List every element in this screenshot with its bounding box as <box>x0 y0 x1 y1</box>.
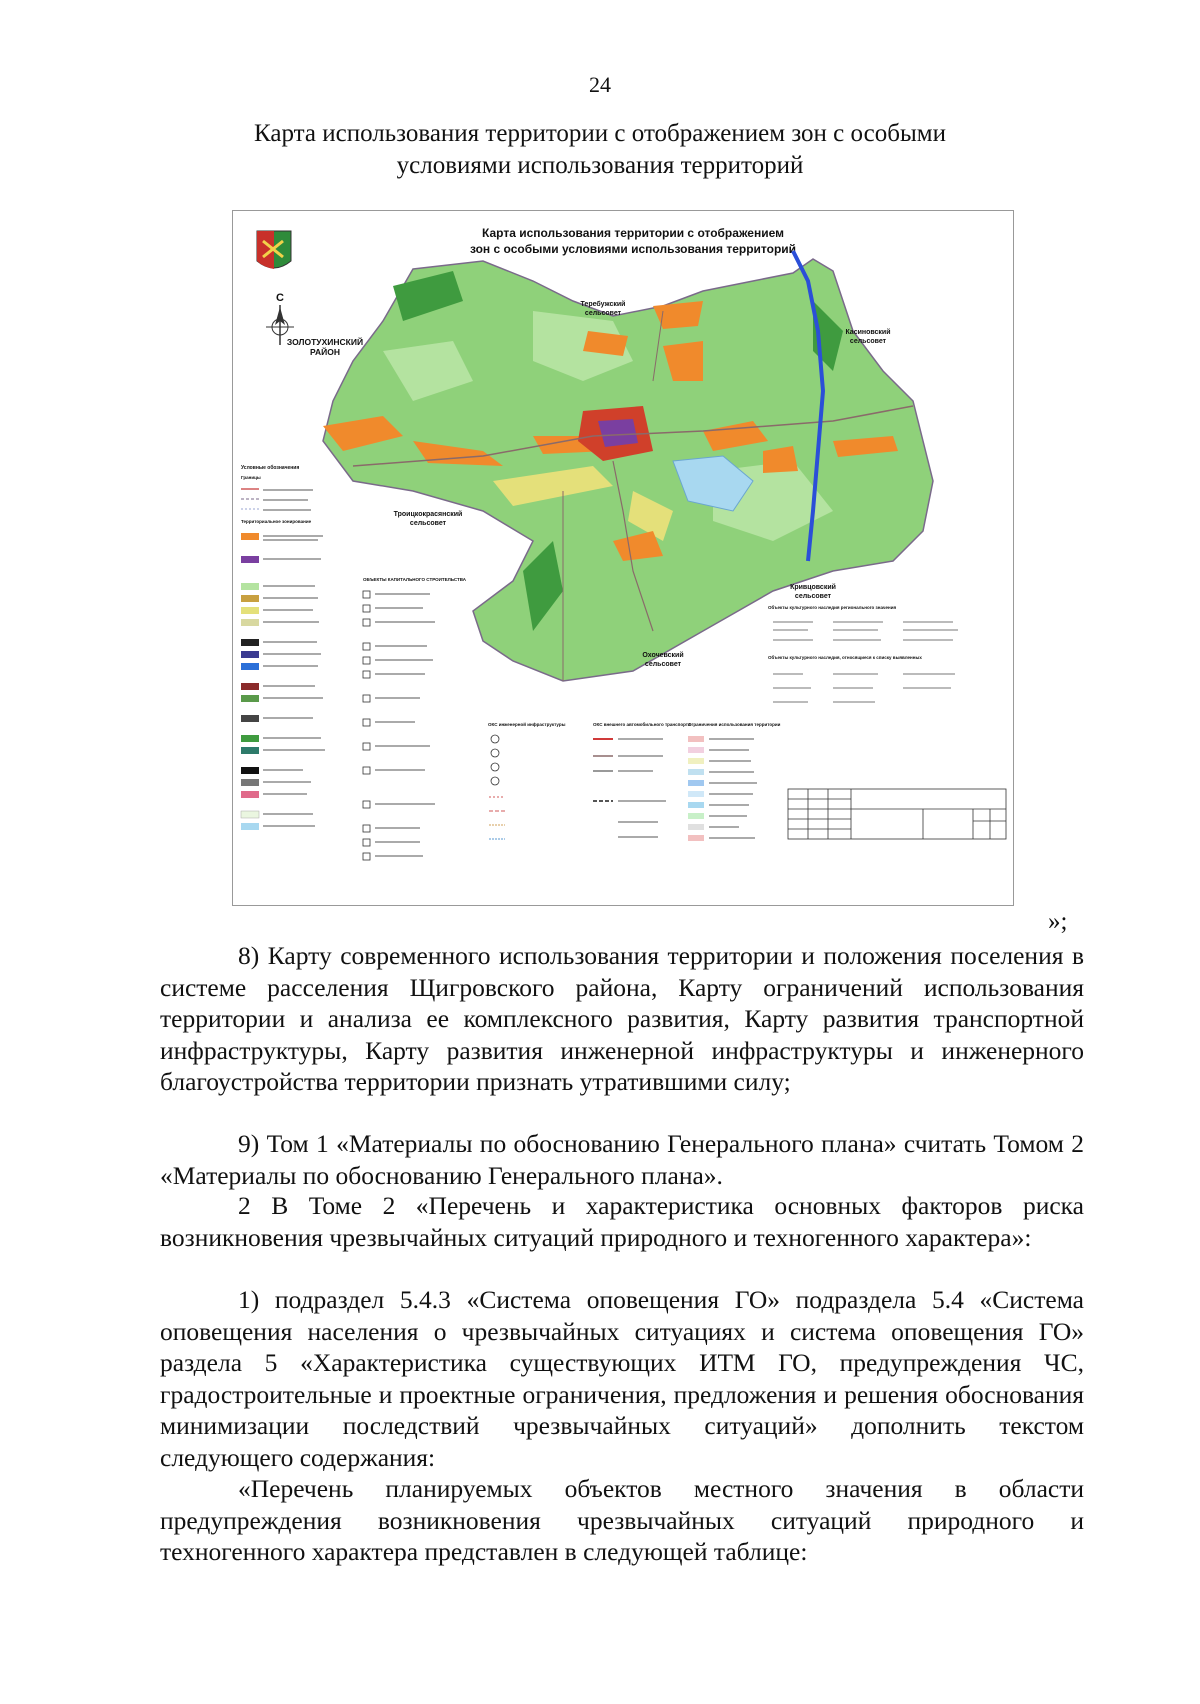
paragraph-subsection-5-4-3: 1) подраздел 5.4.3 «Система оповещения ГО» подраздела 5.4 «Система оповещения населения о чрезвычайных ситуациях и система оповещения ГО» раздела 5 «Характеристика существующих ИТМ ГО, предупреждения ЧС, градостроительные и проектные ограничения, предложения и решения обоснования минимизации последствий чрезвычайных ситуаций» дополнить текстом следующего содержания: <box>160 1285 1084 1472</box>
neighbor-terebuzhsky-1: Теребужский <box>580 301 626 308</box>
map-drawing <box>233 211 1013 905</box>
page-number: 24 <box>589 72 611 97</box>
legend-zoning-heading: Территориальное зонирование <box>241 519 312 524</box>
legend-capital-heading: ОБЪЕКТЫ КАПИТАЛЬНОГО СТРОИТЕЛЬСТВА <box>363 577 467 582</box>
legend-transport-heading: ОКС внешнего автомобильного транспорта <box>593 722 691 727</box>
map-title-line2: зон с особыми условиями использования территорий <box>469 242 797 256</box>
neighbor-troitskokrasyansky-2: сельсовет <box>409 520 447 527</box>
neighbor-krivtsovsky-1: Кривцовский <box>790 584 836 591</box>
neighbor-okhochevsky-2: сельсовет <box>644 661 682 668</box>
closing-quote: »; <box>1048 908 1068 935</box>
neighbor-kasinovsky-2: сельсовет <box>849 338 887 345</box>
legend-title: Условные обозначения <box>241 465 300 471</box>
legend-heritage-identified: Объекты культурного наследия, относящиеся к списку выявленных <box>768 655 922 660</box>
neighbor-krivtsovsky-2: сельсовет <box>794 593 832 600</box>
legend-borders-heading: Границы <box>241 475 261 480</box>
legend-restrictions-heading: Ограничения использования территории <box>688 722 781 727</box>
page-title: Карта использования территории с отображением зон с особыми условиями использования территорий <box>254 120 946 179</box>
paragraph-9: 9) Том 1 «Материалы по обоснованию Генерального плана» считать Томом 2 «Материалы по обоснованию Генерального плана». <box>160 1129 1084 1190</box>
neighbor-okhochevsky-1: Охочевский <box>642 652 684 659</box>
paragraph-volume-2: 2 В Томе 2 «Перечень и характеристика основных факторов риска возникновения чрезвычайных ситуаций природного и техногенного характера»: <box>160 1191 1084 1252</box>
neighbor-zolotukhinsky-2: РАЙОН <box>310 347 340 357</box>
drawing-title-block <box>788 789 1006 839</box>
neighbor-terebuzhsky-2: сельсовет <box>584 310 622 317</box>
paragraph-list-intro: «Перечень планируемых объектов местного значения в области предупреждения возникновения чрезвычайных ситуаций природного и техногенного характера представлен в следующей таблице: <box>160 1474 1084 1566</box>
map-title-line1: Карта использования территории с отображением <box>482 226 784 240</box>
paragraph-8: 8) Карту современного использования территории и положения поселения в системе расселения Щигровского района, Карту ограничений использования территории и анализа ее комплексного развития, Карту развития транспортной инфраструктуры, Карту развития инженерной инфраструктуры и инженерного благоустройства территории признать утратившими силу; <box>160 941 1084 1096</box>
neighbor-troitskokrasyansky-1: Троицкокрасянский <box>393 511 463 518</box>
neighbor-kasinovsky-1: Касиновский <box>845 329 891 336</box>
compass-letter: С <box>276 292 284 304</box>
legend-heritage-regional: Объекты культурного наследия регионального значения <box>768 605 897 610</box>
territory-use-map <box>232 210 1014 906</box>
settlement-territory <box>323 259 933 681</box>
coat-of-arms-icon <box>257 231 291 269</box>
legend-engineering-heading: ОКС инженерной инфраструктуры <box>488 722 566 727</box>
neighbor-zolotukhinsky-1: ЗОЛОТУХИНСКИЙ <box>286 337 364 347</box>
public-business-zone <box>598 419 638 447</box>
